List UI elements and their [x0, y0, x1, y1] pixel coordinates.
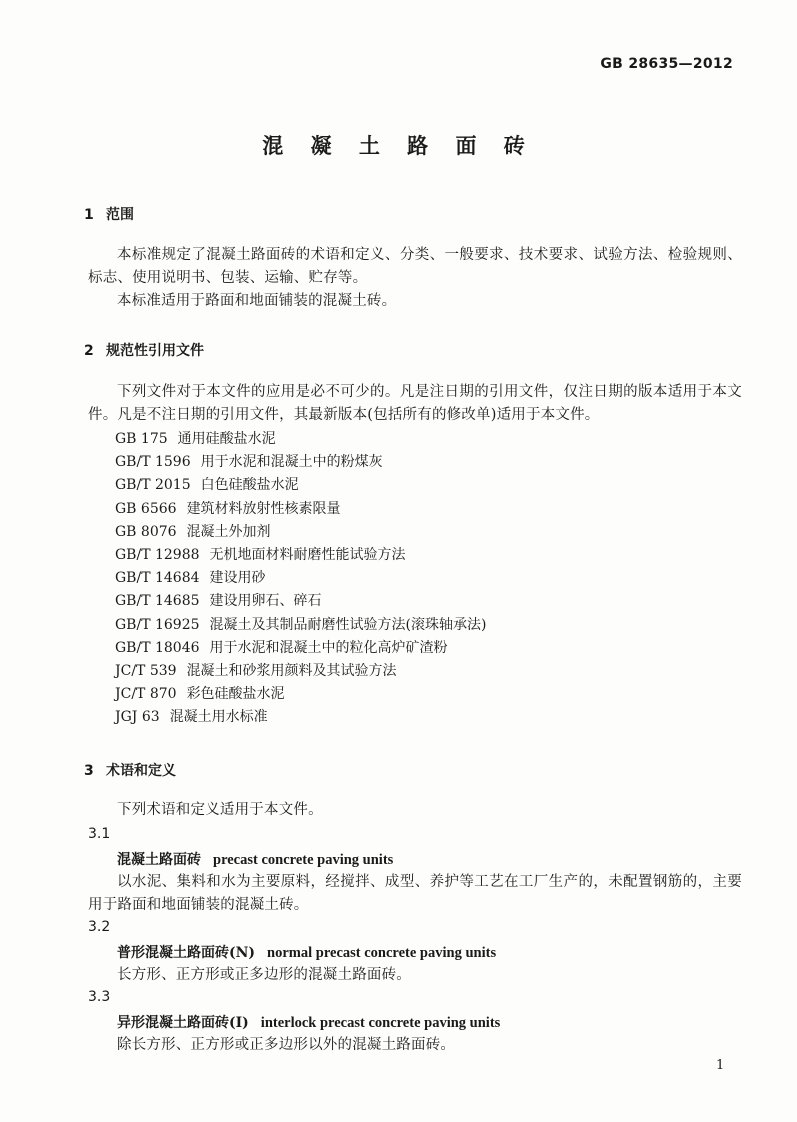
- ref-title: 混凝土用水标准: [169, 709, 268, 726]
- list-item: [115, 428, 486, 451]
- terms-intro: 下列术语和定义适用于本文件。: [117, 802, 323, 818]
- section-title: 规范性引用文件: [106, 343, 204, 359]
- ref-code: GB/T 18046: [115, 639, 200, 656]
- reference-list: [115, 428, 486, 729]
- section-heading-scope: [84, 204, 134, 224]
- term-name: [117, 942, 496, 962]
- section-number: 1: [84, 207, 94, 223]
- ref-code: JC/T 539: [115, 662, 177, 679]
- term-definition: 除长方形、正方形或正多边形以外的混凝土路面砖。: [117, 1037, 456, 1053]
- ref-code: GB 175: [115, 431, 168, 447]
- list-item: [115, 637, 486, 660]
- term-en: interlock precast concrete paving units: [260, 1015, 501, 1031]
- ref-code: GB 6566: [115, 500, 177, 517]
- term-zh: 混凝土路面砖: [117, 852, 201, 868]
- document-title: 混 凝 土 路 面 砖: [262, 134, 535, 158]
- ref-code: GB/T 1596: [115, 454, 191, 471]
- term-definition: 以水泥、集料和水为主要原料，经搅拌、成型、养护等工艺在工厂生产的，未配置钢筋的，主要用于路面和地面铺装的混凝土砖。: [88, 874, 742, 913]
- section-title: 范围: [106, 207, 134, 223]
- section-heading-normative: [84, 340, 204, 360]
- term-number: 3.1: [88, 826, 111, 842]
- ref-title: 建设用砂: [209, 570, 266, 587]
- ref-code: GB/T 14684: [115, 570, 200, 587]
- ref-title: 通用硅酸盐水泥: [177, 431, 276, 447]
- section-number: 2: [84, 343, 94, 359]
- list-item: [115, 567, 486, 590]
- term-name: [117, 849, 393, 869]
- page-number: 1: [716, 1058, 725, 1073]
- list-item: [115, 614, 486, 637]
- list-item: [115, 683, 486, 706]
- ref-title: 混凝土和砂浆用颜料及其试验方法: [186, 662, 397, 679]
- list-item: [115, 474, 486, 497]
- normative-intro: 下列文件对于本文件的应用是必不可少的。凡是注日期的引用文件，仅注日期的版本适用于本文件。凡是不注日期的引用文件，其最新版本(包括所有的修改单)适用于本文件。: [88, 384, 742, 423]
- term-zh: 异形混凝土路面砖(I): [117, 1015, 249, 1031]
- ref-title: 用于水泥和混凝土中的粉煤灰: [200, 454, 383, 471]
- standard-code: GB 28635—2012: [600, 56, 733, 72]
- term-number: 3.2: [88, 919, 111, 935]
- term-name: [117, 1012, 500, 1032]
- ref-code: GB/T 16925: [115, 616, 200, 633]
- list-item: [115, 451, 486, 474]
- list-item: [115, 521, 486, 544]
- ref-code: GB/T 12988: [115, 546, 200, 563]
- section-number: 3: [84, 763, 94, 779]
- list-item: [115, 544, 486, 567]
- ref-title: 混凝土及其制品耐磨性试验方法(滚珠轴承法): [209, 616, 487, 633]
- scope-paragraph-1: 本标准规定了混凝土路面砖的术语和定义、分类、一般要求、技术要求、试验方法、检验规则、标志、使用说明书、包装、运输、贮存等。: [88, 247, 742, 286]
- term-en: normal precast concrete paving units: [267, 945, 497, 961]
- section-title: 术语和定义: [106, 763, 176, 779]
- term-number: 3.3: [88, 989, 111, 1005]
- ref-title: 建筑材料放射性核素限量: [186, 500, 341, 517]
- term-definition: 长方形、正方形或正多边形的混凝土路面砖。: [117, 967, 411, 983]
- ref-title: 彩色硅酸盐水泥: [186, 686, 285, 703]
- ref-code: GB/T 2015: [115, 477, 191, 494]
- list-item: [115, 498, 486, 521]
- list-item: [115, 706, 486, 729]
- ref-title: 混凝土外加剂: [186, 523, 271, 540]
- ref-title: 白色硅酸盐水泥: [200, 477, 299, 494]
- ref-code: JC/T 870: [115, 686, 177, 703]
- scope-paragraph-2: 本标准适用于路面和地面铺装的混凝土砖。: [117, 293, 397, 309]
- term-en: precast concrete paving units: [213, 852, 394, 868]
- ref-title: 建设用卵石、碎石: [209, 593, 322, 610]
- section-heading-terms: [84, 760, 176, 780]
- ref-code: GB 8076: [115, 523, 177, 540]
- list-item: [115, 590, 486, 613]
- ref-title: 无机地面材料耐磨性能试验方法: [209, 546, 406, 563]
- ref-code: JGJ 63: [115, 709, 160, 726]
- list-item: [115, 660, 486, 683]
- term-zh: 普形混凝土路面砖(N): [117, 945, 256, 961]
- ref-title: 用于水泥和混凝土中的粒化高炉矿渣粉: [209, 639, 448, 656]
- ref-code: GB/T 14685: [115, 593, 200, 610]
